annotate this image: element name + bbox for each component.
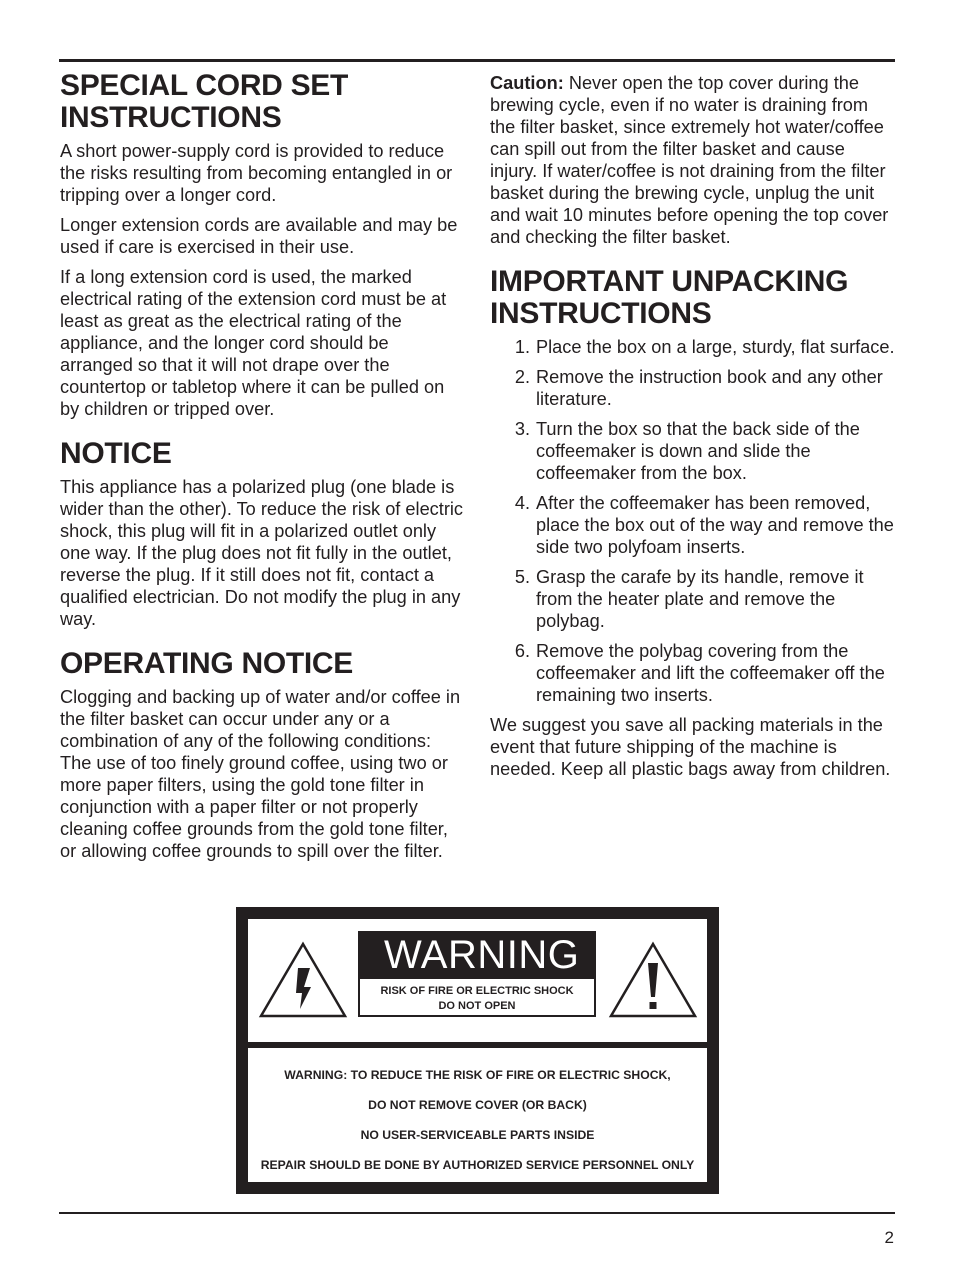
lightning-triangle-icon: [258, 941, 348, 1019]
warning-label: [236, 907, 719, 1194]
unpacking-heading: IMPORTANT UNPACKING INSTRUCTIONS: [490, 265, 849, 330]
warning-center: [358, 931, 596, 1017]
warning-lines: [248, 1060, 707, 1180]
caution-section: [490, 72, 896, 248]
caution-paragraph: [490, 72, 896, 248]
list-item: 2. Remove the instruction book and any other literature.: [514, 367, 883, 409]
cord-heading: SPECIAL CORD SET INSTRUCTIONS: [60, 69, 349, 134]
right-column: [490, 72, 896, 798]
operating-section: [60, 648, 466, 862]
warning-line: WARNING: TO REDUCE THE RISK OF FIRE OR ELECTRIC SHOCK,: [284, 1068, 671, 1082]
list-item: 5. Grasp the carafe by its handle, remove it from the heater plate and remove the polybag.: [514, 567, 864, 631]
notice-heading: NOTICE: [60, 437, 172, 470]
list-item: 3. Turn the box so that the back side of the coffeemaker is down and slide the coffeemaker from the box.: [514, 419, 860, 483]
warning-label-bottom: [248, 1048, 707, 1182]
warning-sub-line: RISK OF FIRE OR ELECTRIC SHOCK: [380, 985, 574, 997]
left-column: [60, 70, 466, 880]
warning-title: WARNING: [358, 931, 596, 979]
warning-subtitle: [358, 979, 596, 1017]
notice-paragraph: This appliance has a polarized plug (one blade is wider than the other). To reduce the risk of electric shock, this plug will fit in a polarized outlet only one way. If the plug does not fit fully in the outlet, reverse the plug. If it still does not fit, contact a qualified electrician. Do not modify the plug in any way.: [60, 477, 464, 629]
unpacking-closing: We suggest you save all packing materials in the event that future shipping of the machine is needed. Keep all plastic bags away from children.: [490, 715, 891, 779]
page-number: 2: [884, 1228, 894, 1247]
bottom-rule: [59, 1212, 895, 1214]
warning-label-top: [248, 919, 707, 1042]
warning-line: DO NOT REMOVE COVER (OR BACK): [368, 1098, 587, 1112]
unpacking-section: [490, 266, 896, 780]
cord-section: [60, 70, 466, 420]
cord-paragraph: Longer extension cords are available and may be used if care is exercised in their use.: [60, 215, 458, 257]
cord-paragraph: A short power-supply cord is provided to reduce the risks resulting from becoming entangled in or tripping over a longer cord.: [60, 141, 453, 205]
cord-paragraph: If a long extension cord is used, the marked electrical rating of the extension cord must be at least as great as the electrical rating of the appliance, and the longer cord should be arranged so that it will not drape over the countertop or tabletop where it can be pulled on by children or tripped over.: [60, 267, 447, 419]
list-item: 1. Place the box on a large, sturdy, flat surface.: [514, 337, 895, 357]
list-item: 6. Remove the polybag covering from the coffeemaker and lift the coffeemaker off the remaining two inserts.: [514, 641, 885, 705]
warning-line: REPAIR SHOULD BE DONE BY AUTHORIZED SERVICE PERSONNEL ONLY: [260, 1158, 695, 1172]
caution-label: Caution:: [490, 73, 564, 93]
unpacking-steps: [490, 336, 896, 706]
warning-sub-line: DO NOT OPEN: [438, 1000, 516, 1012]
warning-line: NO USER-SERVICEABLE PARTS INSIDE: [360, 1128, 595, 1142]
operating-paragraph: Clogging and backing up of water and/or coffee in the filter basket can occur under any or a combination of any of the following conditions: The use of too finely ground coffee, using two or more paper filters, using the gold tone filter in conjunction with a paper filter or not properly cleaning coffee grounds from the gold tone filter, or allowing coffee grounds to spill over the filter.: [60, 687, 461, 861]
top-rule: [59, 59, 895, 62]
operating-heading: OPERATING NOTICE: [60, 647, 353, 680]
notice-section: [60, 438, 466, 630]
exclamation-triangle-icon: [608, 941, 698, 1019]
list-item: 4. After the coffeemaker has been removed, place the box out of the way and remove the side two polyfoam inserts.: [514, 493, 894, 557]
caution-text: Never open the top cover during the brewing cycle, even if no water is draining from the filter basket, since extremely hot water/coffee can spill out from the filter basket and cause injury. If water/coffee is not draining from the filter basket during the brewing cycle, unplug the unit and wait 10 minutes before opening the top cover and checking the filter basket.: [490, 73, 889, 247]
